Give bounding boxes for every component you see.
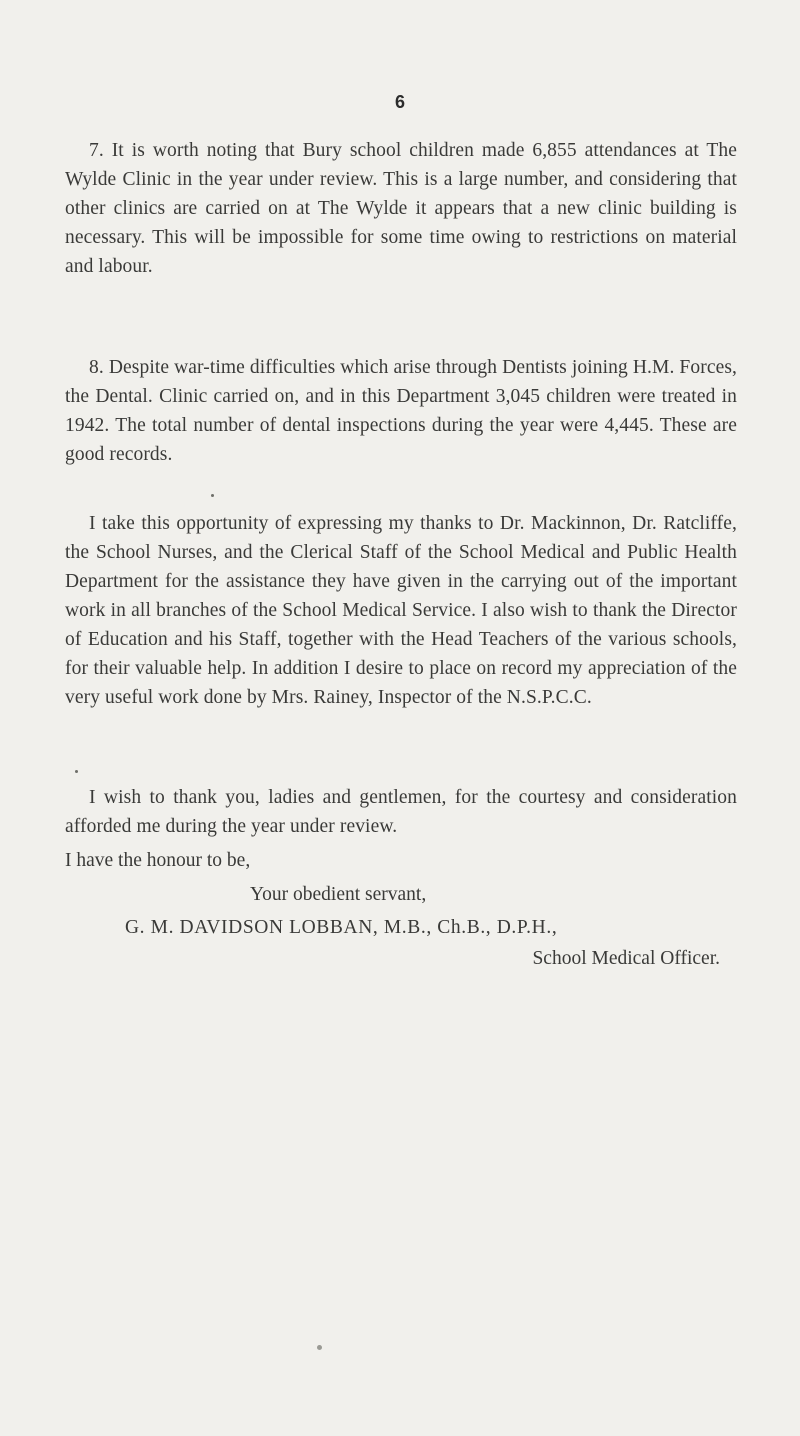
page-number: 6 <box>394 92 405 112</box>
signature-name: G. M. DAVIDSON LOBBAN, M.B., Ch.B., D.P.H., <box>125 917 558 938</box>
paragraph-thanks-committee: I wish to thank you, ladies and gentlemen, for the courtesy and consideration afforded me during the year under review. <box>65 787 737 837</box>
paragraph-7-clinic-attendances: 7. It is worth noting that Bury school children made 6,855 attendances at The Wylde Clinic in the year under review. This is a large number, and considering that other clinics are carried on at The Wylde it appears that a new clinic building is necessary. This will be impossible for some time owing to restrictions on material and labour. <box>65 140 737 277</box>
scan-mark <box>317 1345 322 1350</box>
closing-servant: Your obedient servant, <box>250 884 427 905</box>
signature-title: School Medical Officer. <box>532 948 720 969</box>
closing-honour: I have the honour to be, <box>65 850 251 871</box>
paragraph-thanks-staff: I take this opportunity of expressing my thanks to Dr. Mackinnon, Dr. Ratcliffe, the School Nurses, and the Clerical Staff of the School Medical and Public Health Department for the assistance they have given in the carrying out of the important work in all branches of the School Medical Service. I also wish to thank the Director of Education and his Staff, together with the Head Teachers of the various schools, for their valuable help. In addition I desire to place on record my appreciation of the very useful work done by Mrs. Rainey, Inspector of the N.S.P.C.C. <box>65 513 737 708</box>
paragraph-8-dental-clinic: 8. Despite war-time difficulties which arise through Dentists joining H.M. Forces, the Dental. Clinic carried on, and in this Department 3,045 children were treated in 1942. The total number of dental inspections during the year were 4,445. These are good records. <box>65 357 737 465</box>
scan-mark <box>211 494 214 497</box>
scan-mark <box>75 770 78 773</box>
